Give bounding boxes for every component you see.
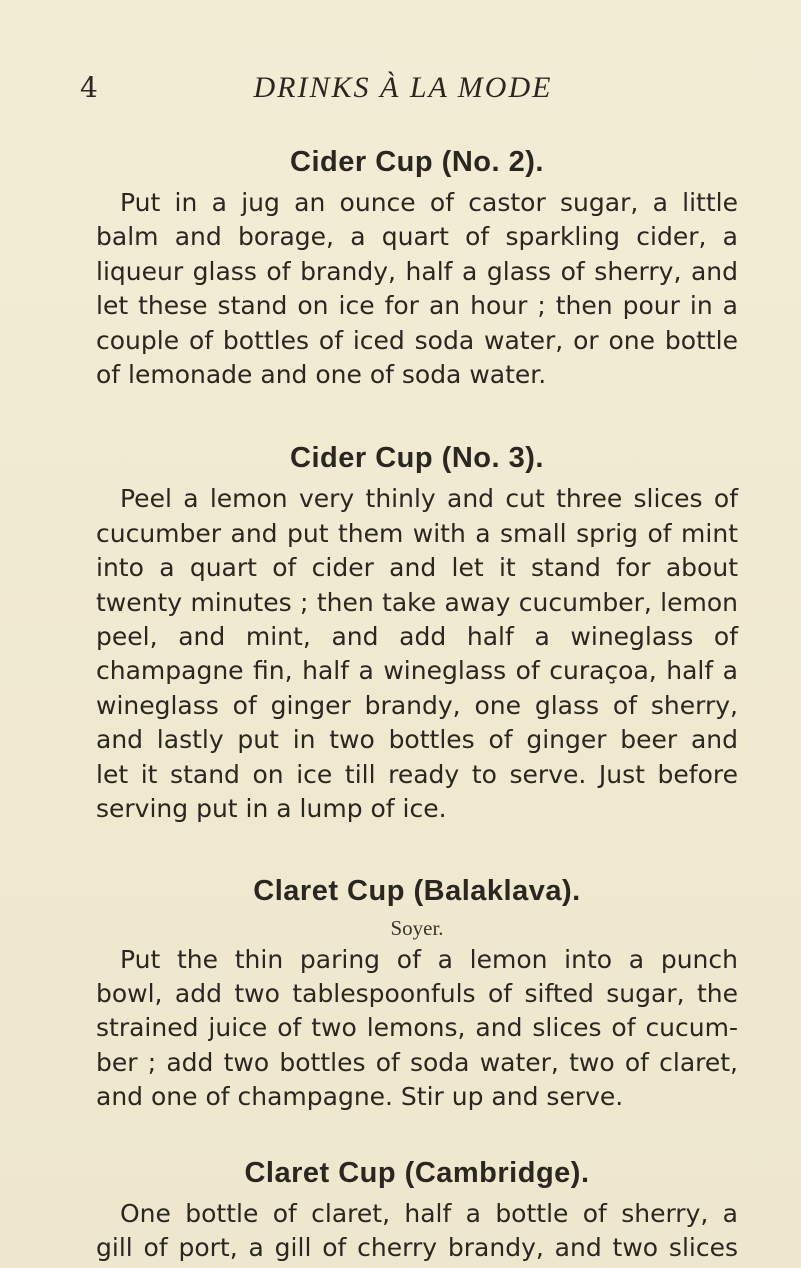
recipe-author: Soyer. — [390, 915, 444, 940]
text-line: twenty minutes ; then take away cucumber, lemon — [96, 587, 738, 617]
text-line: let these stand on ice for an hour ; then pour in a — [96, 291, 738, 321]
text-line: Peel a lemon very thinly and cut three slices of — [120, 484, 738, 514]
running-head — [0, 68, 801, 108]
text-line: into a quart of cider and let it stand for about — [96, 553, 738, 583]
recipe-body — [96, 482, 738, 826]
text-line: peel, and mint, and add half a wineglass of — [96, 622, 738, 652]
recipe-claret-cup-balaklava — [96, 867, 738, 1115]
text-line: ber ; add two bottles of soda water, two of claret, — [96, 1047, 738, 1077]
recipe-body — [96, 943, 738, 1115]
recipe-title: Claret Cup (Cambridge). — [244, 1156, 590, 1189]
text-line: gill of port, a gill of cherry brandy, and two slices — [96, 1232, 738, 1262]
text-line: and lastly put in two bottles of ginger beer and — [96, 725, 738, 755]
recipe-title: Cider Cup (No. 3). — [290, 442, 544, 475]
text-line: cucumber and put them with a small sprig of mint — [96, 518, 738, 548]
recipe-body — [96, 1197, 738, 1266]
recipe-cider-cup-3 — [96, 434, 738, 826]
recipe-body — [96, 186, 738, 392]
recipe-claret-cup-cambridge — [96, 1149, 738, 1266]
text-line: Put the thin paring of a lemon into a punch — [120, 944, 738, 974]
recipe-cider-cup-2 — [96, 138, 738, 392]
text-line: and one of champagne. Stir up and serve. — [96, 1082, 624, 1112]
text-line: strained juice of two lemons, and slices of cucum- — [96, 1013, 738, 1043]
running-title: DRINKS À LA MODE — [253, 71, 553, 104]
text-line: bowl, add two tablespoonfuls of sifted sugar, the — [96, 978, 738, 1008]
text-line: let it stand on ice till ready to serve. Just before — [96, 759, 738, 789]
page-content — [96, 138, 738, 1265]
text-line: liqueur glass of brandy, half a glass of sherry, and — [96, 256, 738, 286]
text-line: couple of bottles of iced soda water, or one bottle — [96, 325, 738, 355]
text-line: serving put in a lump of ice. — [96, 794, 447, 824]
page-number: 4 — [80, 71, 98, 104]
text-line: champagne fin, half a wineglass of curaçoa, half a — [96, 656, 738, 686]
text-line: balm and borage, a quart of sparkling cider, a — [96, 222, 738, 252]
text-line: wineglass of ginger brandy, one glass of sherry, — [96, 690, 738, 720]
text-line: One bottle of claret, half a bottle of sherry, a — [120, 1198, 738, 1228]
text-line: of lemonade and one of soda water. — [96, 360, 547, 390]
recipe-title: Cider Cup (No. 2). — [290, 146, 544, 178]
recipe-title: Claret Cup (Balaklava). — [253, 874, 581, 907]
text-line: Put in a jug an ounce of castor sugar, a little — [120, 188, 738, 217]
